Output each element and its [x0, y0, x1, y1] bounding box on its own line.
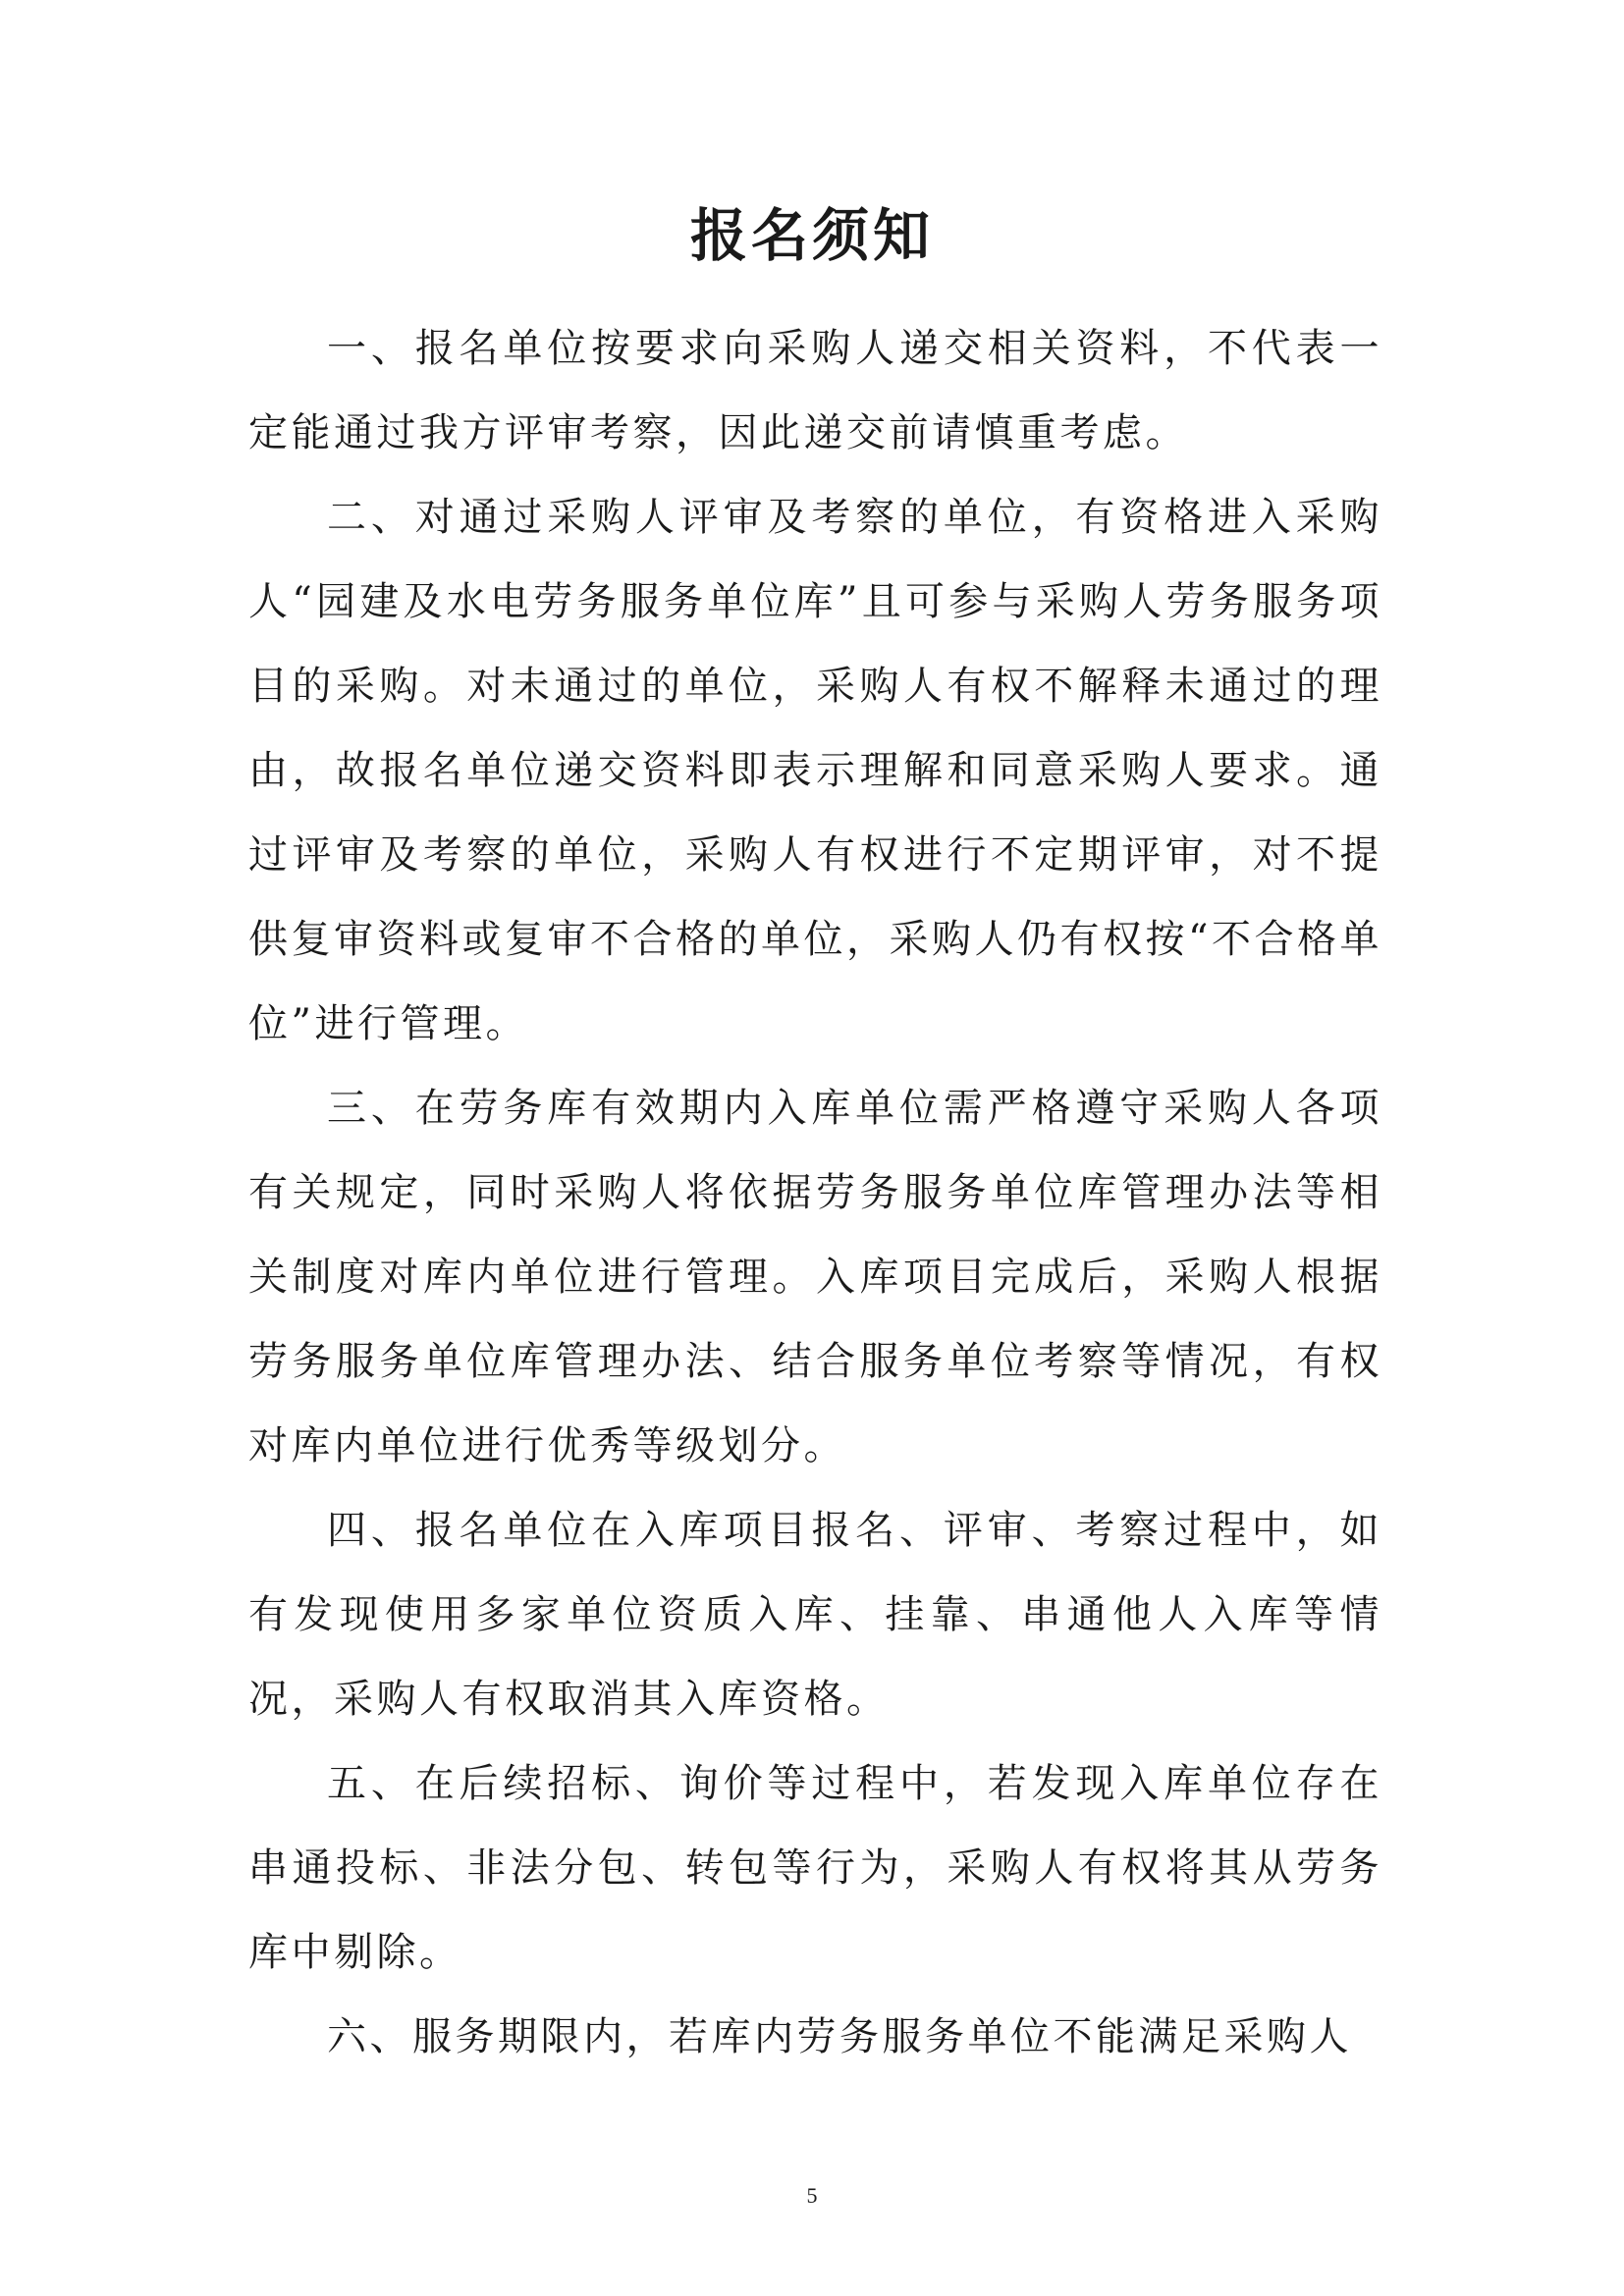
- paragraph-4: 四、报名单位在入库项目报名、评审、考察过程中，如有发现使用多家单位资质入库、挂靠、串通他人入库等情况，采购人有权取消其入库资格。: [248, 1508, 1382, 1722]
- document-body: [248, 306, 1382, 2079]
- paragraph-5: 五、在后续招标、询价等过程中，若发现入库单位存在串通投标、非法分包、转包等行为，采购人有权将其从劳务库中剔除。: [248, 1761, 1382, 1975]
- page-number: 5: [806, 2183, 818, 2208]
- paragraph-6: 六、服务期限内，若库内劳务服务单位不能满足采购人: [327, 2014, 1352, 2059]
- paragraph-3: 三、在劳务库有效期内入库单位需严格遵守采购人各项有关规定，同时采购人将依据劳务服务单位库管理办法等相关制度对库内单位进行管理。入库项目完成后，采购人根据劳务服务单位库管理办法、结合服务单位考察等情况，有权对库内单位进行优秀等级划分。: [248, 1086, 1382, 1468]
- paragraph-1: 一、报名单位按要求向采购人递交相关资料，不代表一定能通过我方评审考察，因此递交前请慎重考虑。: [248, 326, 1382, 455]
- paragraph-2: 二、对通过采购人评审及考察的单位，有资格进入采购人“园建及水电劳务服务单位库”且可参与采购人劳务服务项目的采购。对未通过的单位，采购人有权不解释未通过的理由，故报名单位递交资料即表示理解和同意采购人要求。通过评审及考察的单位，采购人有权进行不定期评审，对不提供复审资料或复审不合格的单位，采购人仍有权按“不合格单位”进行管理。: [248, 495, 1382, 1046]
- page-title: 报名须知: [689, 202, 934, 269]
